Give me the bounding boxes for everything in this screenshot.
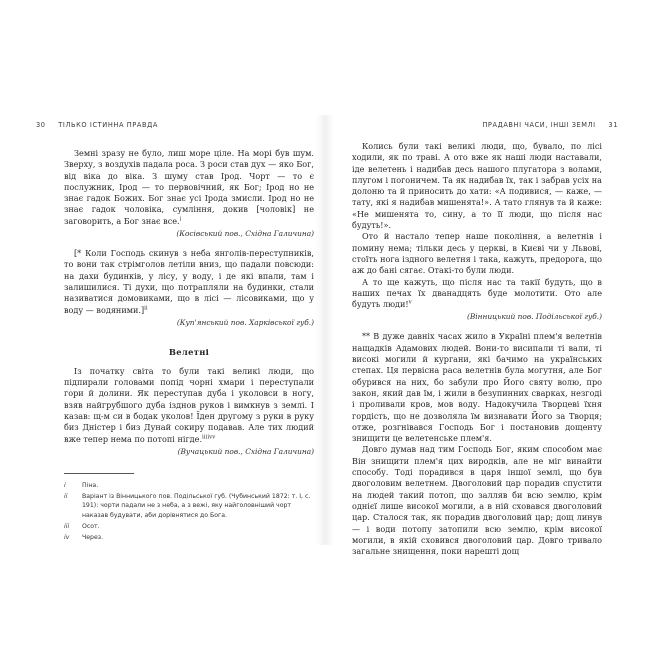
footnote-ref: i: [179, 216, 182, 223]
right-running-head: [482, 121, 618, 129]
footnote-ref: ii: [144, 304, 148, 311]
right-running-title: ПРАДАВНІ ЧАСИ, ІНШІ ЗЕМЛІ: [482, 121, 596, 129]
footnote-ref: iv: [207, 433, 213, 440]
paragraph: Із початку світа то були такі великі люди, що підпирали головами попід чорні хмари і переступали гори й долини. Як переступав дуба і уколовси в ногу, взяв найгрубшого дуба ізднов руков і вимкнув з землі. І казав: щ-м си в бодак уколов! Їден другому з руки в руку биз Дністер і биз Дунай сокиру подавав. Але тих людий вже тепер нема по потопі нігде.$^{iiiivv}$: [64, 365, 314, 444]
source-citation: (Косівський пов., Східна Галичина): [176, 229, 314, 239]
source-citation: (Вучацький пов., Східна Галичина): [177, 446, 314, 456]
footnote-ref: v: [212, 433, 216, 440]
source-citation: (Вінницький пов. Подільської губ.): [466, 312, 602, 322]
right-page-number: 31: [608, 121, 618, 129]
source-citation: (Куп'янський пов. Харківської губ.): [176, 317, 314, 327]
footnote: i Піна.: [64, 481, 99, 489]
footnotes: [64, 481, 314, 542]
left-running-title: ТІЛЬКО ІСТИННА ПРАВДА: [58, 121, 158, 129]
paragraph: Земні зразу не було, лиш море ціле. На морі був шум. Зверху, з воздухів падала роса. З роси став дух — яко Бог, від віка до віка. З шуму став Ірод. Чорт — то є послужник, Ірод — то первовічний, як Бог; Ірод но не знає гадок Божих. Бог знає усі Ірода змисли. Ірод но не знає гадок чоловіка, сумління, докив [чоловік] не заговорить, а Бог знає все.$^i$: [64, 148, 314, 226]
footnote-rule: [64, 473, 134, 474]
paragraph: А то ще кажуть, що після нас та такії будуть, що в наших печах їх дванадцять буде молотити. Ото але будуть люди!$^v$: [352, 276, 602, 310]
footnote-ref: v: [408, 299, 412, 306]
paragraph: Ото й настало тепер наше покоління, а велетнів і помину нема; тільки десь у церкві, в Києві чи у Львові, стоїть нога іздного велетня і така, кажуть, предорога, що аж до бані сягає. Отакі-то були люди.: [352, 231, 602, 276]
footnote-ref: iii: [202, 433, 208, 440]
footnote: iv Через.: [64, 533, 104, 541]
section-heading: Велетні: [168, 346, 210, 357]
footnote: ii Варіант із Вінницького пов. Подільської губ. (Чубинський 1872: т. І, с. 191): чорти падали не з неба, а з вежі, яку найголовніший чорт наказав будувати, аби дорівнятися до Бога.: [64, 493, 311, 519]
right-page-body: [352, 141, 602, 557]
left-running-head: [36, 121, 158, 129]
gutter-shadow: [316, 115, 334, 545]
paragraph: Колись були такі великі люди, що, бувало, по лісі ходили, як по траві. А ото вже як наші люди наставали, іде велетень і надибав десь нашого плугатора з волами, плугом і погоничем. Та як надибав їх, так і забрав усіх на долоню та й приносить до хати: «А подивися, — каже, — тату, які я надибав мишенята!». А тато глянув та й каже: «Не мишенята то, сину, а то її люди, що після нас будуть!».: [352, 141, 602, 231]
left-page-number: 30: [36, 121, 46, 129]
paragraph: Довго думав над тим Господь Бог, яким способом має Він знищити плем'я цих виродків, але не міг винайти способу. Тоді порадився в царя іншої землі, що був двоголовим велетнем. Двоголовий цар порадив спустити на людей такий потоп, що залляв би всю землю, крім однієї лише високої могили, а в ній сховався двоголовий цар. Сталося так, як порадив двоголовий цар; дощ линув — і води потопу затопили всю землю, крім високої могили, в якій сховився двоголовий цар. Довго тривало загальне знищення, поки нарешті дощ: [352, 444, 602, 557]
paragraph: ** В дуже давніх часах жило в Україні плем'я велетнів нащадків Адамових людей. Вони-то висипали ті вали, ті високі могили й кургани, які бачимо на українських степах. Ця первісна раса велетнів була могутня, але Бог обурився на них, бо забули про Його святу волю, про закон, який дав їм, і жили в безупинних сварках, незгоді і проливали кров, мов воду. Надокучила Творцеві їхня гордість, що не дозволяла їм визнавати Його за Творця; отже, розгнівався Господь Бог і постановив дощенту знищити це велетенське плем'я.: [352, 331, 602, 444]
left-page-body: [64, 148, 314, 544]
footnote: iii Осот.: [64, 522, 100, 530]
paragraph: [* Коли Господь скинув з неба янголів-переступників, то вони так стрімголов летіли вниз, що падали повсюди: на дахи будинків, у лісу, у воду, і де які впали, там і залишилися. Ті духи, що потрапляли на будинки, стали називатися домовиками, що в лісі — лісовиками, що у воду — водяними.]$^{ii}$: [64, 248, 314, 315]
